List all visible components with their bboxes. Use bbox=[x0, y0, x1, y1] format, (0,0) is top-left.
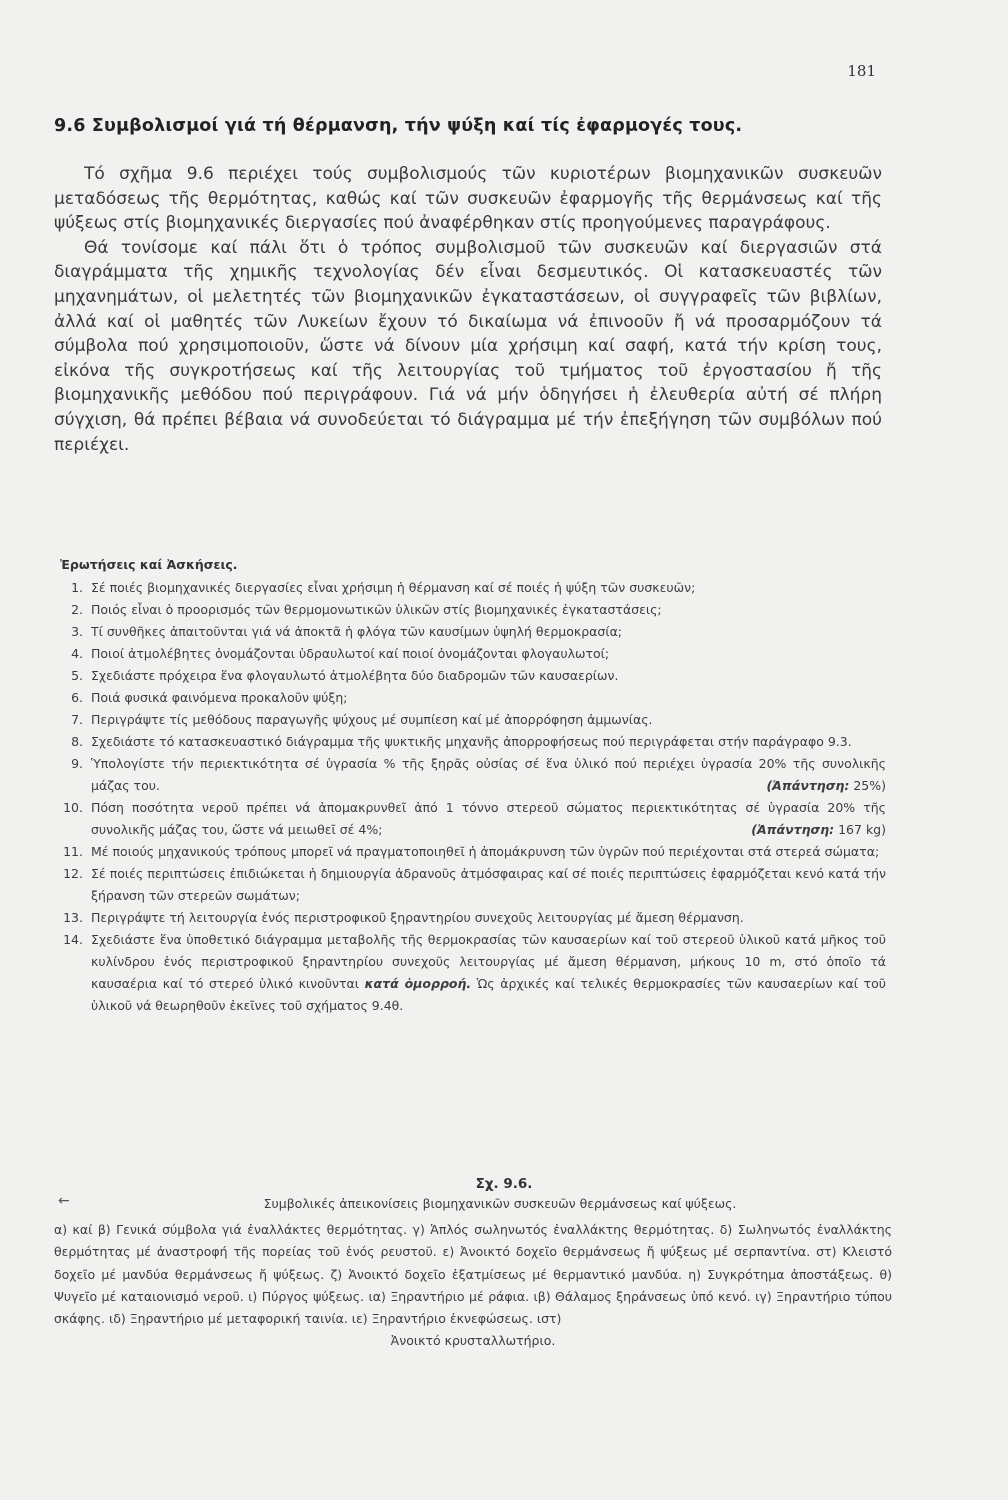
question-text: Σχεδιάστε πρόχειρα ἕνα φλογαυλωτό ἀτμολέβητα δύο διαδρομῶν τῶν καυσαερίων. bbox=[91, 668, 619, 683]
answer-label: (Ἀπάντηση: bbox=[751, 822, 835, 837]
question-emphasis: κατά ὁμορροή. bbox=[364, 976, 472, 991]
question-number: 11. bbox=[63, 844, 83, 859]
figure-caption-main: Συμβολικές ἀπεικονίσεις βιομηχανικῶν συσκευῶν θερμάνσεως καί ψύξεως. bbox=[263, 1196, 737, 1211]
question-text: Ποιά φυσικά φαινόμενα προκαλοῦν ψύξη; bbox=[91, 690, 348, 705]
paragraph: Θά τονίσομε καί πάλι ὅτι ὁ τρόπος συμβολισμοῦ τῶν συσκευῶν καί διεργασιῶν στά διαγράμματα τῆς χημικῆς τεχνολογίας δέν εἶναι δεσμευτικός. Οἱ κατασκευαστές τῶν μηχανημάτων, οἱ μελετητές τῶν βιομηχανικῶν ἐγκαταστάσεων, οἱ συγγραφεῖς τῶν βιβλίων, ἀλλά καί οἱ μαθητές τῶν Λυκείων ἔχουν τό δικαίωμα νά ἐπινοοῦν ἤ νά προσαρμόζουν τά σύμβολα πού χρησιμοποιοῦν, ὥστε νά δίνουν μία χρήσιμη καί σαφή, κατά τήν κρίση τους, εἰκόνα τῆς συγκροτήσεως καί τῆς λειτουργίας τοῦ τμήματος τοῦ ἐργοστασίου ἤ τῆς βιομηχανικῆς μεθόδου πού περιγράφουν. Γιά νά μήν ὁδηγήσει ἡ ἐλευθερία αὐτή σέ πλήρη σύγχιση, θά πρέπει βέβαια νά συνοδεύεται τό διάγραμμα μέ τήν ἐπεξήγηση τῶν συμβόλων πού περιέχει. bbox=[54, 237, 882, 455]
question-item bbox=[56, 753, 886, 797]
question-number: 7. bbox=[71, 712, 83, 727]
question-text: Περιγράψτε τή λειτουργία ἑνός περιστροφικοῦ ξηραντηρίου συνεχοῦς λειτουργίας μέ ἄμεση θέρμανση. bbox=[91, 910, 744, 925]
page-number: 181 bbox=[847, 62, 876, 80]
question-number: 14. bbox=[63, 932, 83, 947]
question-number: 13. bbox=[63, 910, 83, 925]
question-number: 9. bbox=[71, 756, 83, 771]
question-item bbox=[56, 929, 886, 1017]
question-text: Σέ ποιές περιπτώσεις ἐπιδιώκεται ἡ δημιουργία ἀδρανοῦς ἀτμόσφαιρας καί σέ ποιές περιπτώσεις ἐφαρμόζεται κενό κατά τήν ξήρανση τῶν στερεῶν σωμάτων; bbox=[91, 866, 886, 903]
paragraph: Τό σχῆμα 9.6 περιέχει τούς συμβολισμούς τῶν κυριοτέρων βιομηχανικῶν συσκευῶν μεταδόσεως τῆς θερμότητας, καθώς καί τῶν συσκευῶν ἐφαρμογῆς τῆς θερμάνσεως καί τῆς ψύξεως στίς βιομηχανικές διεργασίες πού ἀναφέρθηκαν στίς προηγούμενες παραγράφους. bbox=[54, 164, 882, 234]
question-item bbox=[56, 841, 886, 863]
question-item bbox=[56, 797, 886, 841]
question-text: Πόση ποσότητα νεροῦ πρέπει νά ἀπομακρυνθεῖ ἀπό 1 τόννο στερεοῦ σώματος περιεκτικότητας σέ ὑγρασία 20% τῆς συνολικῆς μάζας του, ὥστε νά μειωθεῖ σέ 4%; bbox=[91, 800, 886, 837]
question-item bbox=[56, 687, 886, 709]
questions-list bbox=[56, 577, 886, 1017]
answer bbox=[751, 819, 886, 841]
figure-caption-title: Σχ. 9.6. bbox=[475, 1176, 533, 1192]
question-number: 2. bbox=[71, 602, 83, 617]
question-number: 10. bbox=[63, 800, 83, 815]
arrow-left-icon: ← bbox=[58, 1193, 70, 1209]
question-item bbox=[56, 577, 886, 599]
question-item bbox=[56, 599, 886, 621]
question-text: Ὑπολογίστε τήν περιεκτικότητα σέ ὑγρασία % τῆς ξηρᾶς οὐσίας σέ ἕνα ὑλικό πού περιέχει ὑγρασία 20% τῆς συνολικῆς μάζας του. bbox=[91, 756, 886, 793]
question-text: Μέ ποιούς μηχανικούς τρόπους μπορεῖ νά πραγματοποιηθεῖ ἡ ἀπομάκρυνση τῶν ὑγρῶν πού περιέχονται στά στερεά σώματα; bbox=[91, 844, 880, 859]
answer-value: 167 kg) bbox=[838, 822, 886, 837]
question-item bbox=[56, 621, 886, 643]
figure-caption-text bbox=[54, 1219, 892, 1353]
question-number: 3. bbox=[71, 624, 83, 639]
question-item bbox=[56, 643, 886, 665]
answer-label: (Ἀπάντηση: bbox=[766, 778, 850, 793]
question-number: 12. bbox=[63, 866, 83, 881]
question-item bbox=[56, 907, 886, 929]
question-number: 8. bbox=[71, 734, 83, 749]
question-item bbox=[56, 665, 886, 687]
question-text: Τί συνθῆκες ἀπαιτοῦνται γιά νά ἀποκτᾶ ἡ φλόγα τῶν καυσίμων ὑψηλή θερμοκρασία; bbox=[91, 624, 623, 639]
question-item bbox=[56, 863, 886, 907]
question-item bbox=[56, 731, 886, 753]
question-number: 1. bbox=[71, 580, 83, 595]
figure-caption-body: α) καί β) Γενικά σύμβολα γιά ἐναλλάκτες θερμότητας. γ) Ἁπλός σωληνωτός ἐναλλάκτης θερμότητας. δ) Σωληνωτός ἐναλλάκτης θερμότητας μέ ἀναστροφή τῆς πορείας τοῦ ἑνός ρευστοῦ. ε) Ἀνοικτό δοχεῖο θερμάνσεως ἤ ψύξεως μέ σερπαντίνα. στ) Κλειστό δοχεῖο μέ μανδύα θερμάνσεως ἤ ψύξεως. ζ) Ἀνοικτό δοχεῖο ἐξατμίσεως μέ θερμαντικό μανδύα. η) Συγκρότημα ἀποστάξεως. θ) Ψυγεῖο μέ καταιονισμό νεροῦ. ι) Πύργος ψύξεως. ια) Ξηραντήριο μέ ράφια. ιβ) Θάλαμος ξηράνσεως ὑπό κενό. ιγ) Ξηραντήριο τύπου σκάφης. ιδ) Ξηραντήριο μέ μεταφορική ταινία. ιε) Ξηραντήριο ἐκνεφώσεως. ιστ) bbox=[54, 1222, 892, 1327]
questions-heading: Ἐρωτήσεις καί Ἀσκήσεις. bbox=[60, 557, 238, 572]
question-text: Περιγράψτε τίς μεθόδους παραγωγῆς ψύχους μέ συμπίεση καί μέ ἀπορρόφηση ἀμμωνίας. bbox=[91, 712, 653, 727]
body-text bbox=[54, 162, 882, 457]
question-text-after: Ὡς ἀρχικές καί τελικές θερμοκρασίες τῶν καυσαερίων καί τοῦ ὑλικοῦ νά θεωρηθοῦν ἐκεῖνες τοῦ σχήματος 9.4θ. bbox=[91, 976, 886, 1013]
figure-caption-last: Ἀνοικτό κρυσταλλωτήριο. bbox=[390, 1333, 556, 1349]
question-text: Σέ ποιές βιομηχανικές διεργασίες εἶναι χρήσιμη ἡ θέρμανση καί σέ ποιές ἡ ψύξη τῶν συσκευῶν; bbox=[91, 580, 696, 595]
section-title: 9.6 Συμβολισμοί γιά τή θέρμανση, τήν ψύξη καί τίς ἐφαρμογές τους. bbox=[54, 116, 743, 136]
question-number: 5. bbox=[71, 668, 83, 683]
question-number: 4. bbox=[71, 646, 83, 661]
question-text: Ποιός εἶναι ὁ προορισμός τῶν θερμομονωτικῶν ὑλικῶν στίς βιομηχανικές ἐγκαταστάσεις; bbox=[91, 602, 662, 617]
question-text: Σχεδιάστε τό κατασκευαστικό διάγραμμα τῆς ψυκτικῆς μηχανῆς ἀπορροφήσεως πού περιγράφεται στήν παράγραφο 9.3. bbox=[91, 734, 852, 749]
question-item bbox=[56, 709, 886, 731]
question-text: Σχεδιάστε ἕνα ὑποθετικό διάγραμμα μεταβολῆς τῆς θερμοκρασίας τῶν καυσαερίων καί τοῦ στερεοῦ ὑλικοῦ κατά μῆκος τοῦ κυλίνδρου ἑνός περιστροφικοῦ ξηραντηρίου συνεχοῦς λειτουργίας μέ ἄμεση θέρμανση, μήκους 10 m, στό ὁποῖο τά καυσαέρια καί τό στερεό ὑλικό κινοῦνται bbox=[91, 932, 886, 991]
answer bbox=[766, 775, 886, 797]
question-number: 6. bbox=[71, 690, 83, 705]
answer-value: 25%) bbox=[853, 778, 886, 793]
question-text: Ποιοί ἀτμολέβητες ὀνομάζονται ὑδραυλωτοί καί ποιοί ὀνομάζονται φλογαυλωτοί; bbox=[91, 646, 610, 661]
